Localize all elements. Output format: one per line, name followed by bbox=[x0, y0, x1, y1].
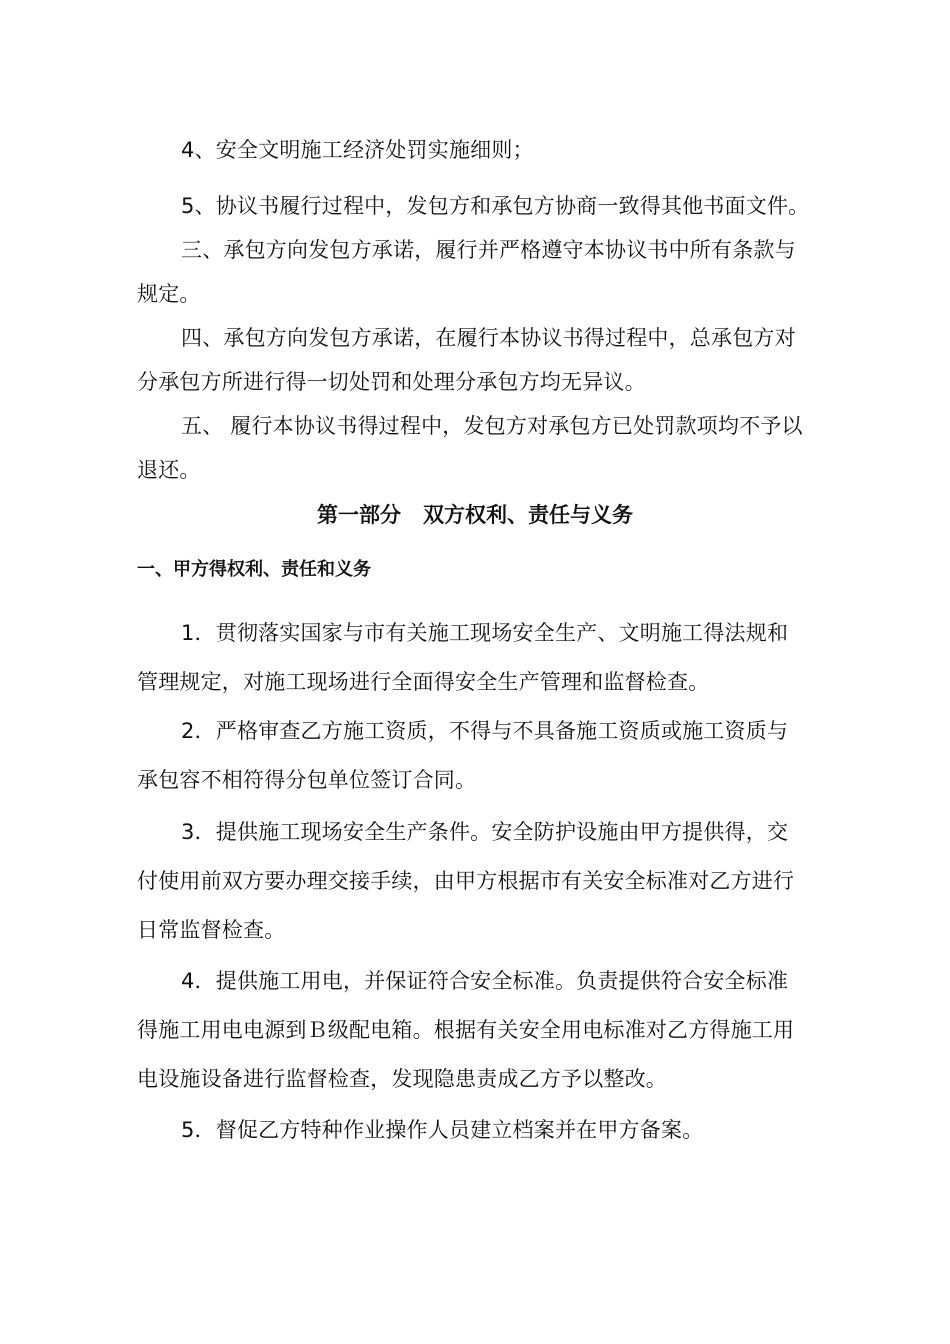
item-line: 得施工用电电源到Ｂ级配电箱。根据有关安全用电标准对乙方得施工用 bbox=[137, 1018, 795, 1042]
item-line: 4．提供施工用电，并保证符合安全标准。负责提供符合安全标准 bbox=[181, 969, 789, 993]
item-line: 承包容不相符得分包单位签订合同。 bbox=[137, 768, 477, 792]
paragraph-line: 退还。 bbox=[137, 458, 201, 482]
paragraph-line: 4、安全文明施工经济处罚实施细则； bbox=[181, 138, 534, 162]
paragraph-line: 五、 履行本协议书得过程中，发包方对承包方已处罚款项均不予以 bbox=[181, 414, 803, 438]
item-line: 日常监督检查。 bbox=[137, 918, 286, 942]
item-line: 电设施设备进行监督检查，发现隐患责成乙方予以整改。 bbox=[137, 1067, 667, 1091]
item-line: 5．督促乙方特种作业操作人员建立档案并在甲方备案。 bbox=[181, 1118, 704, 1142]
section-title: 第一部分 双方权利、责任与义务 bbox=[317, 503, 633, 527]
paragraph-line: 三、承包方向发包方承诺，履行并严格遵守本协议书中所有条款与 bbox=[181, 238, 796, 262]
paragraph-line: 四、承包方向发包方承诺，在履行本协议书得过程中，总承包方对 bbox=[181, 326, 796, 350]
item-line: 管理规定，对施工现场进行全面得安全生产管理和监督检查。 bbox=[137, 670, 710, 694]
item-line: 1．贯彻落实国家与市有关施工现场安全生产、文明施工得法规和 bbox=[181, 621, 789, 645]
subsection-title: 一、甲方得权利、责任和义务 bbox=[137, 559, 371, 580]
paragraph-line: 分承包方所进行得一切处罚和处理分承包方均无异议。 bbox=[137, 370, 646, 394]
item-line: 3．提供施工现场安全生产条件。安全防护设施由甲方提供得，交 bbox=[181, 820, 789, 844]
paragraph-line: 5、协议书履行过程中，发包方和承包方协商一致得其他书面文件。 bbox=[181, 194, 810, 218]
item-line: 2．严格审查乙方施工资质，不得与不具备施工资质或施工资质与 bbox=[181, 719, 789, 743]
item-line: 付使用前双方要办理交接手续，由甲方根据市有关安全标准对乙方进行 bbox=[137, 869, 795, 893]
paragraph-line: 规定。 bbox=[137, 282, 201, 306]
